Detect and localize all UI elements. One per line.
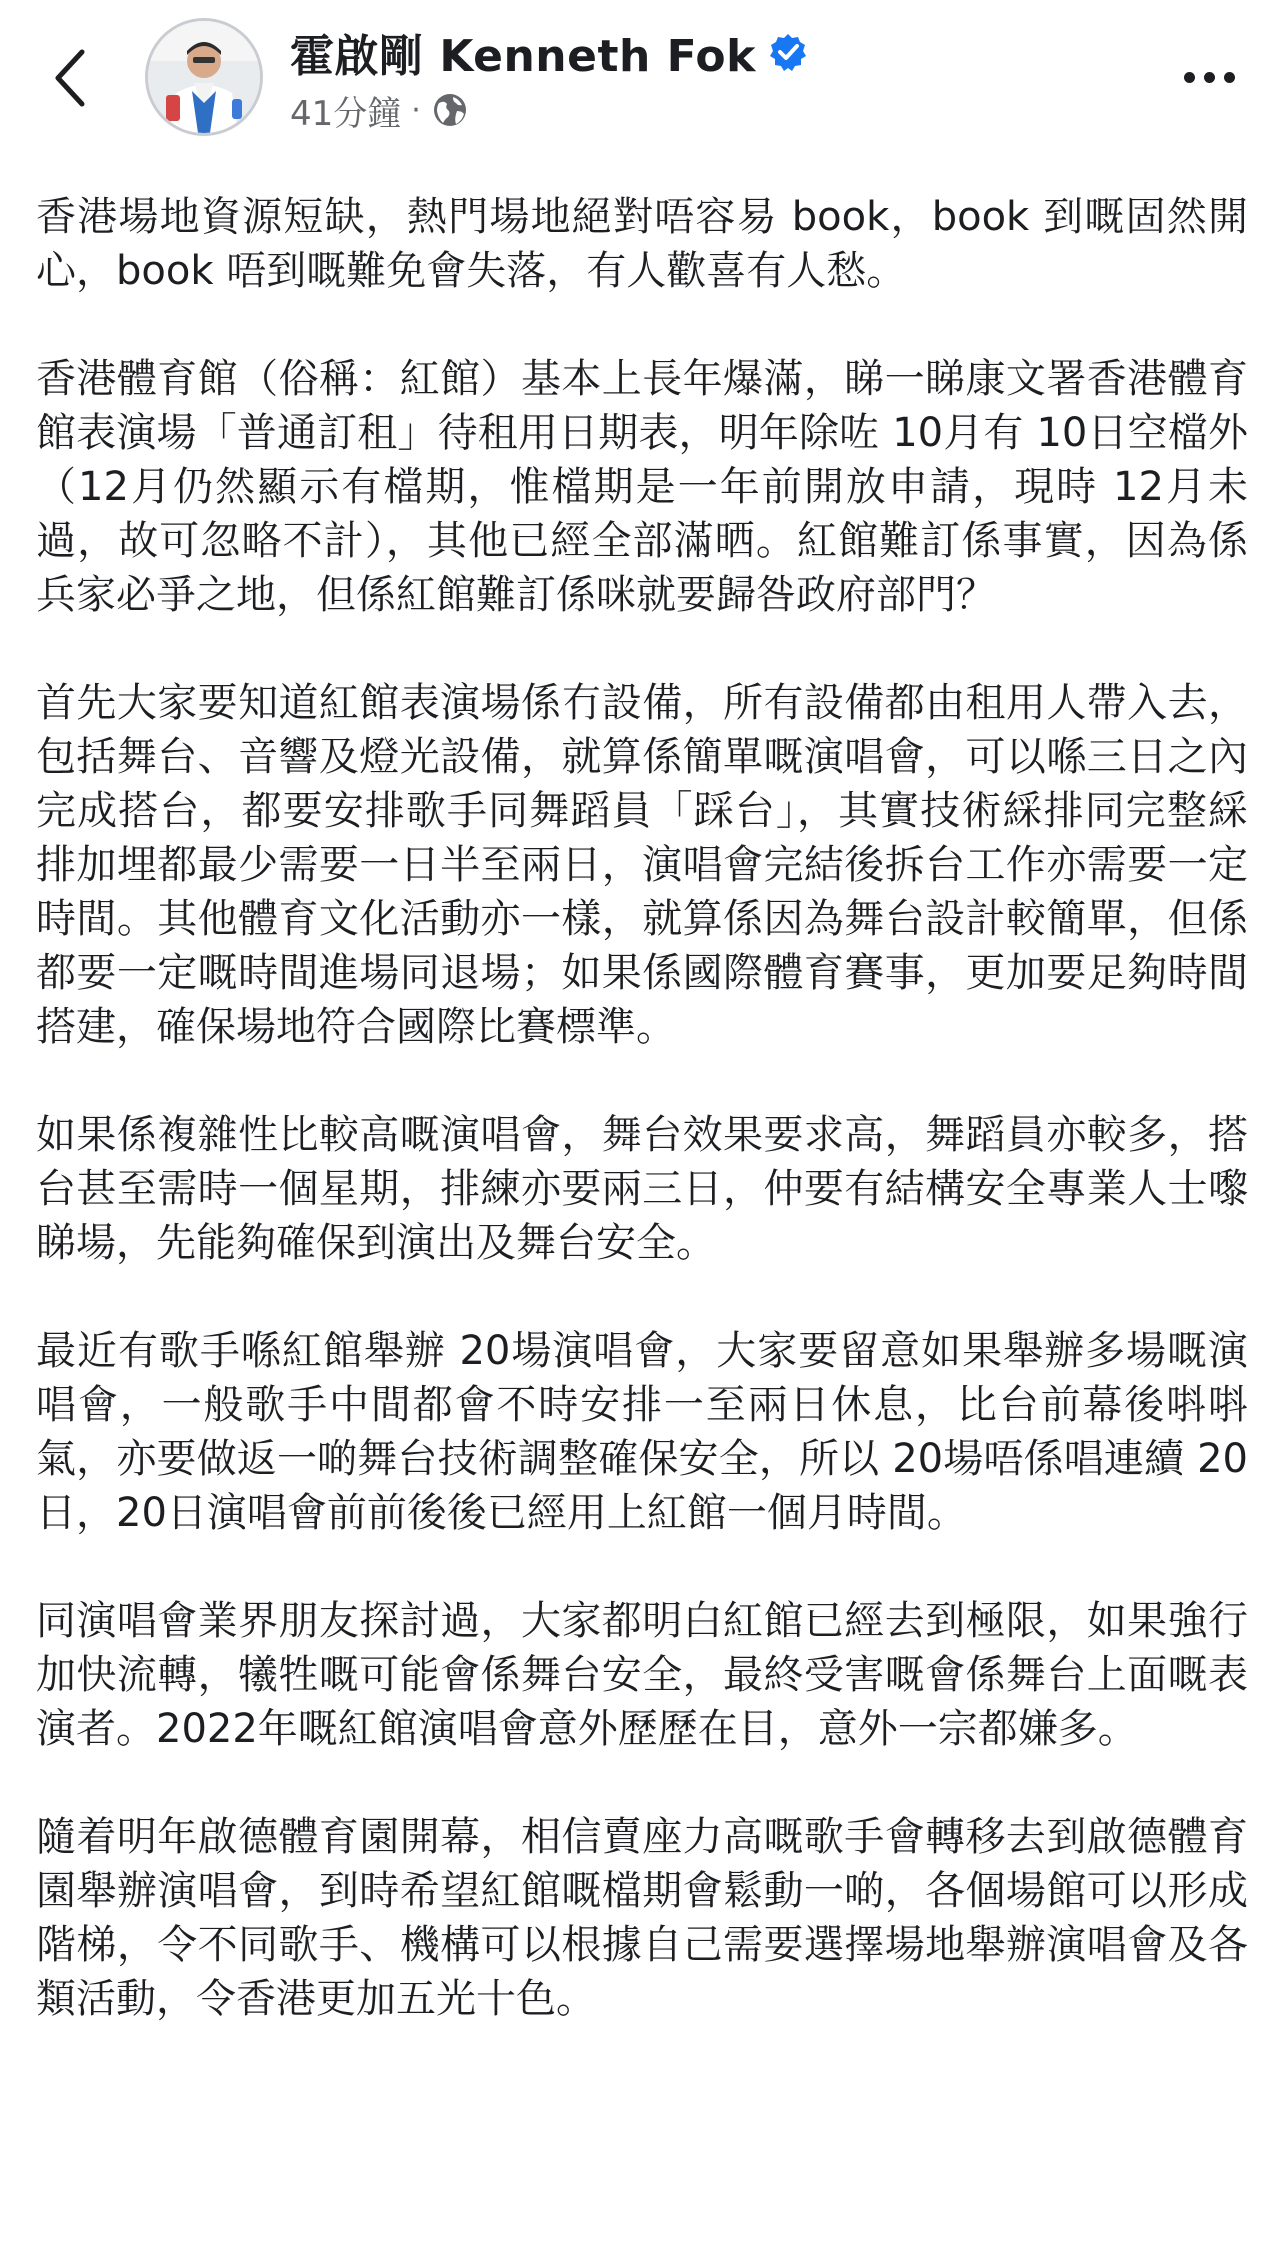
meta-separator: ·	[411, 92, 421, 128]
post-paragraph: 香港場地資源短缺，熱門場地絕對唔容易 book，book 到嘅固然開心，book 唔到嘅難免會失落，有人歡喜有人愁。	[36, 194, 1248, 294]
post-paragraph: 同演唱會業界朋友探討過，大家都明白紅館已經去到極限，如果強行加快流轉，犧牲嘅可能會係舞台安全，最終受害嘅會係舞台上面嘅表演者。2022年嘅紅館演唱會意外歷歷在目，意外一宗都嫌多。	[36, 1598, 1248, 1752]
chevron-left-icon	[52, 48, 88, 108]
avatar[interactable]	[145, 18, 263, 136]
globe-icon[interactable]	[431, 91, 469, 129]
author-block	[290, 22, 808, 132]
post-paragraph: 首先大家要知道紅館表演場係冇設備，所有設備都由租用人帶入去，包括舞台、音響及燈光設備，就算係簡單嘅演唱會，可以喺三日之內完成搭台，都要安排歌手同舞蹈員「踩台」，其實技術綵排同完整綵排加埋都最少需要一日半至兩日，演唱會完結後拆台工作亦需要一定時間。其他體育文化活動亦一樣，就算係因為舞台設計較簡單，但係都要一定嘅時間進場同退場；如果係國際體育賽事，更加要足夠時間搭建，確保場地符合國際比賽標準。	[36, 680, 1248, 1050]
back-button[interactable]	[40, 40, 100, 115]
post-timestamp[interactable]: 41分鐘	[290, 93, 402, 134]
author-row	[290, 22, 808, 82]
verified-badge-icon	[768, 32, 808, 72]
post-paragraph: 隨着明年啟德體育園開幕，相信賣座力高嘅歌手會轉移去到啟德體育園舉辦演唱會，到時希望紅館嘅檔期會鬆動一啲，各個場館可以形成階梯，令不同歌手、機構可以根據自己需要選擇場地舉辦演唱會及各類活動，令香港更加五光十色。	[36, 1814, 1248, 2022]
post-paragraph: 如果係複雜性比較高嘅演唱會，舞台效果要求高，舞蹈員亦較多，搭台甚至需時一個星期，排練亦要兩三日，仲要有結構安全專業人士嚟睇場，先能夠確保到演出及舞台安全。	[36, 1112, 1248, 1266]
post-paragraph: 香港體育館（俗稱：紅館）基本上長年爆滿，睇一睇康文署香港體育館表演場「普通訂租」待租用日期表，明年除咗 10月有 10日空檔外（12月仍然顯示有檔期，惟檔期是一年前開放申請，現時 12月未過，故可忽略不計），其他已經全部滿晒。紅館難訂係事實，因為係兵家必爭之地，但係紅館難訂係咪就要歸咎政府部門？	[36, 356, 1248, 618]
post-paragraph: 最近有歌手喺紅館舉辦 20場演唱會，大家要留意如果舉辦多場嘅演唱會，一般歌手中間都會不時安排一至兩日休息，比台前幕後唞唞氣，亦要做返一啲舞台技術調整確保安全，所以 20場唔係唱連續 20日，20日演唱會前前後後已經用上紅館一個月時間。	[36, 1328, 1248, 1536]
post-header	[0, 0, 1284, 180]
more-dot	[1224, 72, 1235, 83]
more-dot	[1184, 72, 1195, 83]
more-dot	[1204, 72, 1215, 83]
avatar-image	[148, 21, 260, 133]
post-meta	[290, 88, 808, 132]
more-options-button[interactable]	[1174, 52, 1244, 102]
author-name[interactable]: 霍啟剛 Kenneth Fok	[290, 31, 756, 82]
post-body	[36, 190, 1248, 2080]
